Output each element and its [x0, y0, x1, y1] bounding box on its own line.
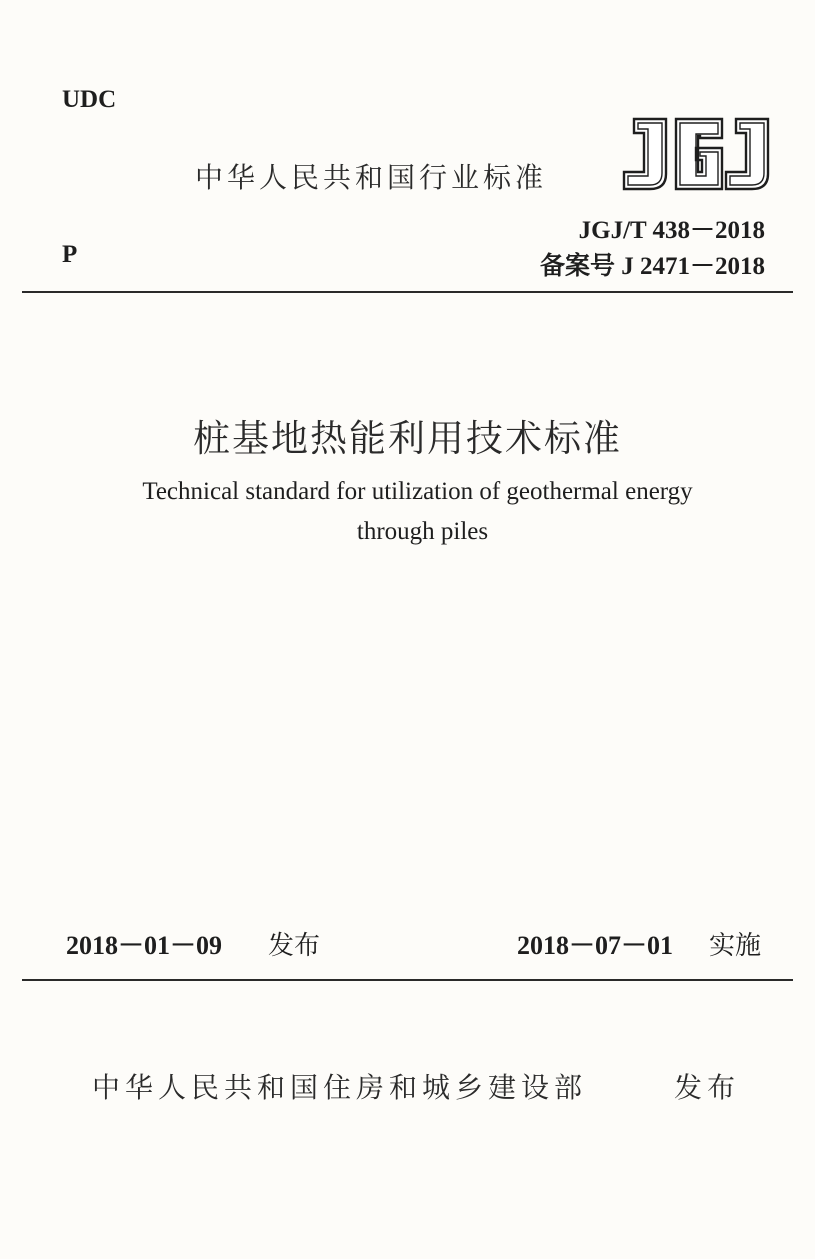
issue-label: 发布	[268, 931, 321, 961]
industry-standard-heading: 中华人民共和国行业标准	[195, 161, 548, 194]
publish-label: 发布	[674, 1071, 741, 1104]
title-english-line2: through piles	[356, 518, 489, 545]
jgj-logo	[620, 116, 772, 192]
title-english-line1: Technical standard for utilization of geothermal energy	[142, 478, 693, 505]
implementation-label: 实施	[709, 931, 762, 961]
record-number: 备案号 J 2471－2018	[539, 253, 765, 280]
top-divider	[22, 291, 793, 293]
title-chinese: 桩基地热能利用技术标准	[193, 417, 622, 460]
udc-label: UDC	[62, 86, 117, 113]
classification-label: P	[62, 241, 78, 268]
publisher: 中华人民共和国住房和城乡建设部	[92, 1071, 588, 1104]
implementation-date: 2018－07－01	[517, 931, 674, 960]
bottom-divider	[22, 979, 793, 981]
standard-number: JGJ/T 438－2018	[578, 217, 765, 244]
issue-date: 2018－01－09	[66, 931, 223, 960]
